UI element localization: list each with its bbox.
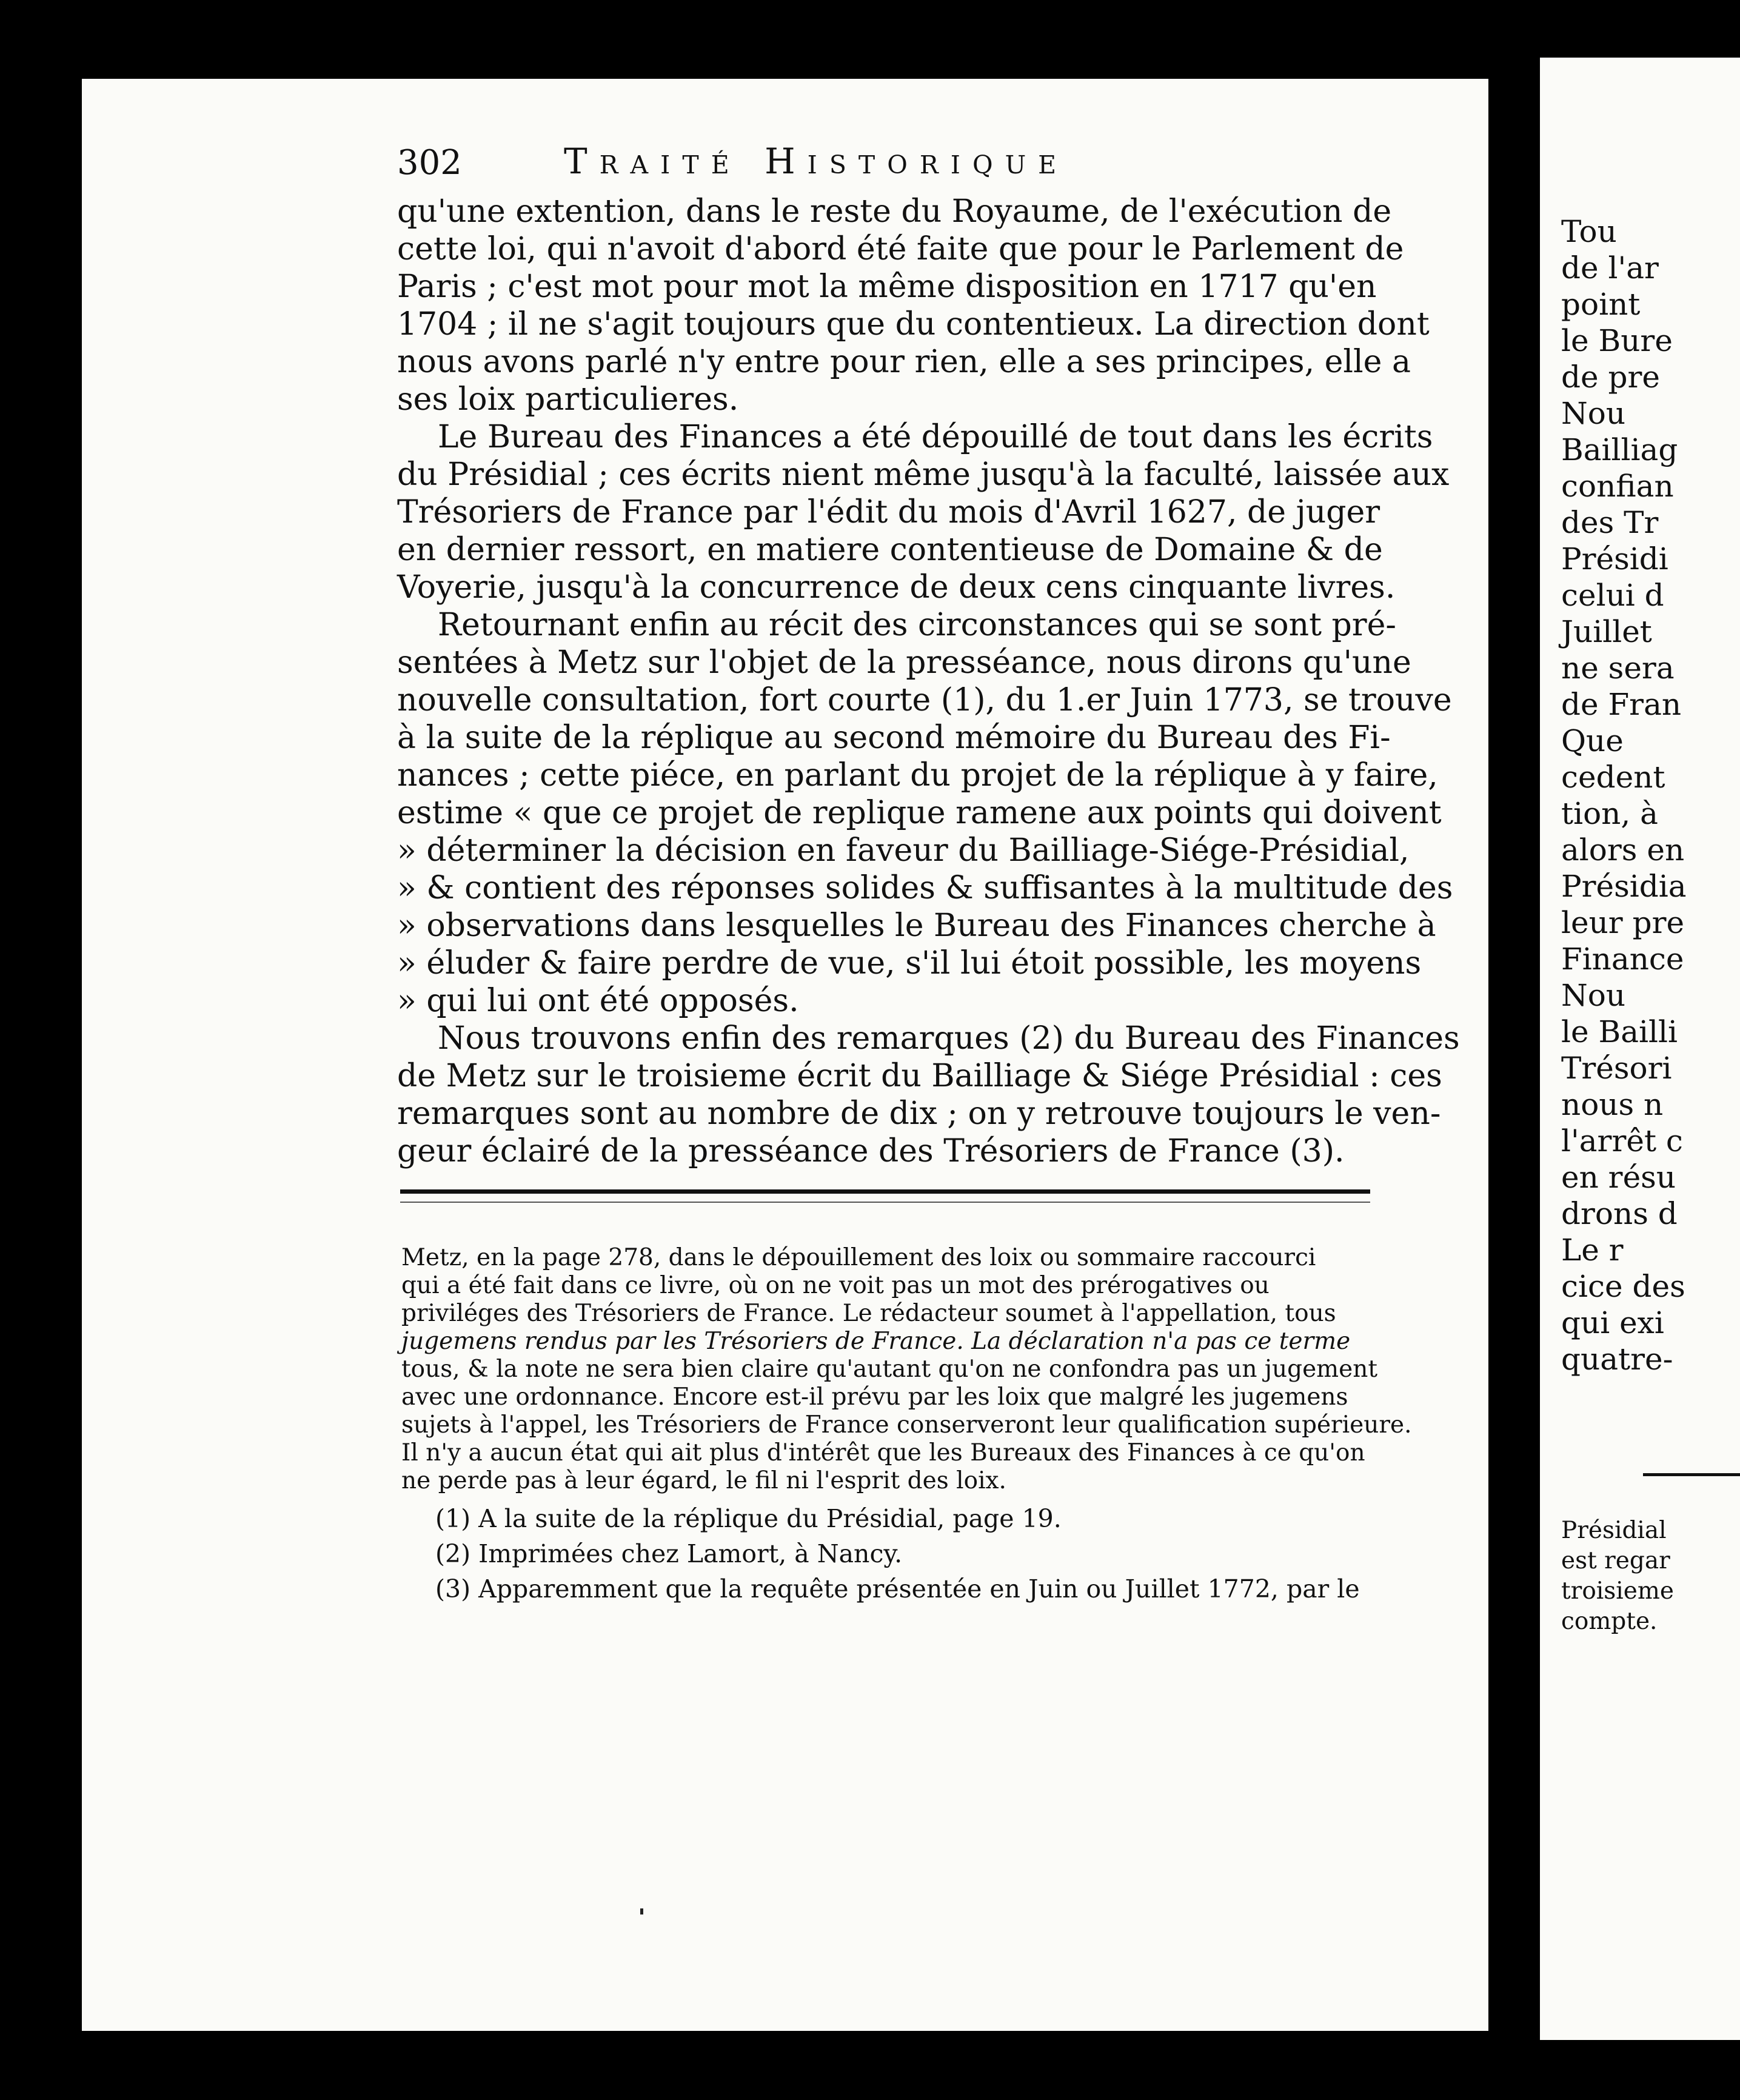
body-line: ses loix particulieres.: [397, 381, 739, 418]
footnote-rule: [400, 1189, 1370, 1194]
right-page-line: confian: [1561, 469, 1674, 504]
body-line: geur éclairé de la presséance des Trésoriers de France (3).: [397, 1133, 1345, 1169]
running-title: Traité Historique: [564, 141, 1069, 182]
right-page-line: point: [1561, 287, 1641, 322]
right-page-line: le Bailli: [1561, 1014, 1678, 1049]
right-footnote-line: troisieme: [1561, 1577, 1674, 1605]
right-page-line: Nou: [1561, 396, 1626, 431]
right-page-line: Que: [1561, 723, 1624, 758]
body-line: cette loi, qui n'avoit d'abord été faite que pour le Parlement de: [397, 231, 1404, 267]
right-page-line: Juillet: [1561, 614, 1652, 649]
body-line: en dernier ressort, en matiere contentieuse de Domaine & de: [397, 532, 1383, 568]
body-line: » & contient des réponses solides & suffisantes à la multitude des: [397, 870, 1453, 906]
right-page-line: nous n: [1561, 1087, 1664, 1122]
footnote-rule-thin: [400, 1202, 1370, 1203]
right-page-line: le Bure: [1561, 323, 1673, 358]
right-page-line: celui d: [1561, 578, 1664, 613]
body-line: nouvelle consultation, fort courte (1), du 1.er Juin 1773, se trouve: [397, 682, 1452, 718]
right-page-line: cice des: [1561, 1269, 1685, 1304]
right-footnote-line: compte.: [1561, 1608, 1658, 1635]
right-page-line: de Fran: [1561, 687, 1682, 722]
body-line: Paris ; c'est mot pour mot la même disposition en 1717 qu'en: [397, 269, 1377, 305]
ink-speck: [640, 1908, 643, 1914]
footnote-2: (2) Imprimées chez Lamort, à Nancy.: [435, 1539, 903, 1568]
right-page-line: en résu: [1561, 1160, 1676, 1195]
body-line: du Présidial ; ces écrits nient même jusqu'à la faculté, laissée aux: [397, 456, 1450, 493]
body-line: Trésoriers de France par l'édit du mois d'Avril 1627, de juger: [397, 494, 1380, 530]
right-page-line: Présidi: [1561, 541, 1668, 577]
right-page-line: Bailliag: [1561, 432, 1678, 467]
right-page-line: l'arrêt c: [1561, 1123, 1683, 1159]
right-page-line: de pre: [1561, 359, 1660, 395]
body-line: Le Bureau des Finances a été dépouillé de tout dans les écrits: [438, 419, 1433, 455]
right-footnote-line: Présidial: [1561, 1517, 1667, 1544]
right-page-line: drons d: [1561, 1196, 1678, 1231]
right-page-line: Tou: [1561, 214, 1617, 249]
page-number: 302: [397, 143, 462, 182]
right-page-line: alors en: [1561, 832, 1685, 868]
footnote-line: ne perde pas à leur égard, le fil ni l'esprit des loix.: [401, 1467, 1006, 1494]
body-line: » observations dans lesquelles le Bureau des Finances cherche à: [397, 908, 1436, 944]
body-line: » qui lui ont été opposés.: [397, 983, 799, 1019]
body-line: à la suite de la réplique au second mémoire du Bureau des Fi-: [397, 720, 1391, 756]
body-line: sentées à Metz sur l'objet de la presséance, nous dirons qu'une: [397, 644, 1411, 681]
body-line: nances ; cette piéce, en parlant du projet de la réplique à y faire,: [397, 757, 1438, 794]
body-line: nous avons parlé n'y entre pour rien, elle a ses principes, elle a: [397, 344, 1411, 380]
footnote-line: sujets à l'appel, les Trésoriers de France conserveront leur qualification supérieure.: [401, 1411, 1412, 1439]
footnote-line: jugemens rendus par les Trésoriers de France. La déclaration n'a pas ce terme: [401, 1328, 1351, 1355]
right-footnote-line: est regar: [1561, 1547, 1670, 1574]
right-page-line: quatre-: [1561, 1342, 1673, 1377]
right-page-line: Nou: [1561, 978, 1626, 1013]
footnote-line: Il n'y a aucun état qui ait plus d'intérêt que les Bureaux des Finances à ce qu'on: [401, 1439, 1365, 1466]
footnote-3: (3) Apparemment que la requête présentée en Juin ou Juillet 1772, par le: [435, 1574, 1360, 1603]
right-page-line: Présidia: [1561, 869, 1687, 904]
body-line: Retournant enfin au récit des circonstances qui se sont pré-: [438, 607, 1396, 643]
right-page-line: Trésori: [1561, 1051, 1672, 1086]
body-line: 1704 ; il ne s'agit toujours que du contentieux. La direction dont: [397, 306, 1430, 343]
right-page-line: leur pre: [1561, 905, 1685, 940]
body-line: estime « que ce projet de replique ramene aux points qui doivent: [397, 795, 1442, 831]
right-page-line: des Tr: [1561, 505, 1659, 540]
footnote-1: (1) A la suite de la réplique du Présidial, page 19.: [435, 1504, 1062, 1533]
footnote-line: qui a été fait dans ce livre, où on ne voit pas un mot des prérogatives ou: [401, 1272, 1270, 1299]
right-page-line: tion, à: [1561, 796, 1658, 831]
body-line: » éluder & faire perdre de vue, s'il lui étoit possible, les moyens: [397, 945, 1422, 981]
body-line: » déterminer la décision en faveur du Bailliage-Siége-Présidial,: [397, 832, 1410, 869]
right-page-line: qui exi: [1561, 1305, 1664, 1340]
right-footnote-rule: [1643, 1473, 1740, 1476]
right-page-line: de l'ar: [1561, 250, 1659, 286]
right-page-line: cedent: [1561, 760, 1665, 795]
footnote-line: Metz, en la page 278, dans le dépouillement des loix ou sommaire raccourci: [401, 1244, 1316, 1271]
body-line: qu'une extention, dans le reste du Royaume, de l'exécution de: [397, 193, 1392, 230]
footnote-line: tous, & la note ne sera bien claire qu'autant qu'on ne confondra pas un jugement: [401, 1356, 1378, 1383]
body-line: remarques sont au nombre de dix ; on y retrouve toujours le ven-: [397, 1095, 1441, 1132]
footnote-line: priviléges des Trésoriers de France. Le rédacteur soumet à l'appellation, tous: [401, 1300, 1336, 1327]
right-page-line: Finance: [1561, 941, 1684, 977]
body-line: de Metz sur le troisieme écrit du Bailliage & Siége Présidial : ces: [397, 1058, 1442, 1094]
right-page-line: Le r: [1561, 1232, 1624, 1268]
body-line: Voyerie, jusqu'à la concurrence de deux cens cinquante livres.: [397, 569, 1396, 606]
body-line: Nous trouvons enfin des remarques (2) du Bureau des Finances: [438, 1020, 1460, 1057]
right-page-line: ne sera: [1561, 650, 1675, 686]
footnote-line: avec une ordonnance. Encore est-il prévu par les loix que malgré les jugemens: [401, 1383, 1348, 1411]
